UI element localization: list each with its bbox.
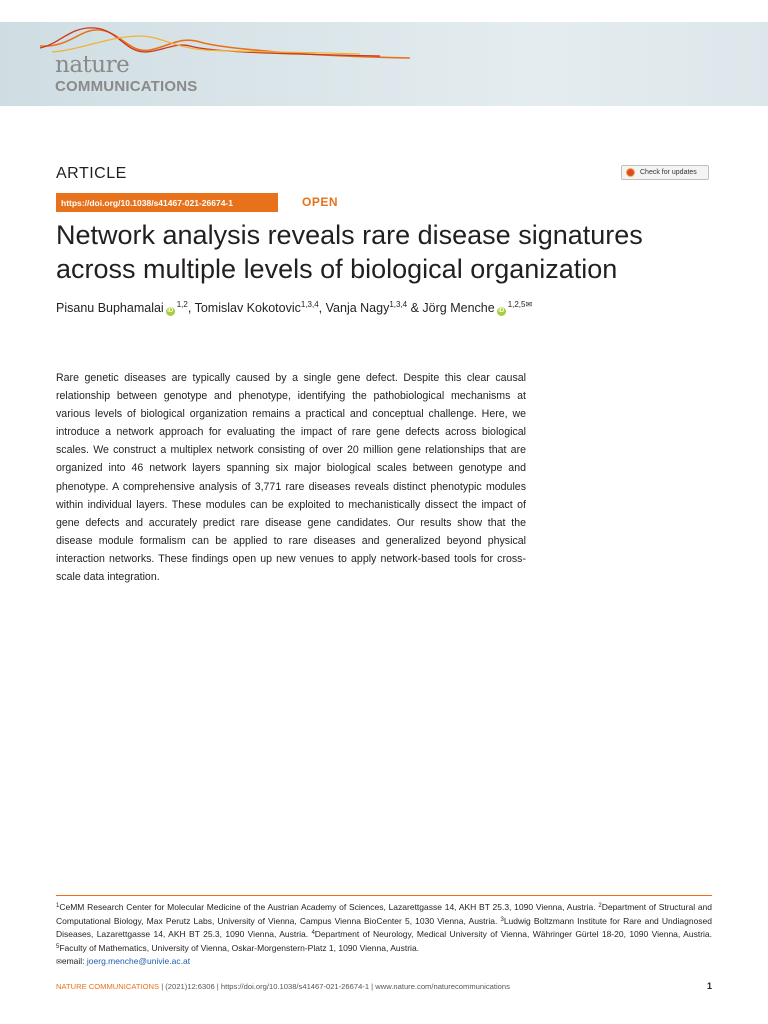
author-affiliation: 1,3,4 xyxy=(389,300,408,309)
page-footer xyxy=(56,982,712,991)
author-affiliation: 1,2,5 xyxy=(507,300,526,309)
footnote-number: 3 xyxy=(500,916,504,923)
check-updates-icon xyxy=(626,168,635,177)
author-separator: , xyxy=(318,301,326,315)
logo-nature: nature xyxy=(55,52,130,78)
logo-communications: COMMUNICATIONS xyxy=(55,78,198,95)
author-name[interactable]: Vanja Nagy xyxy=(325,301,390,315)
orcid-icon[interactable]: iD xyxy=(498,308,505,314)
author-list xyxy=(56,300,716,316)
footnote-divider xyxy=(56,895,712,896)
footnote-text: Faculty of Mathematics, University of Vienna, Oskar-Morgenstern-Platz 1, 1090 Vienna, Austria. xyxy=(59,943,420,954)
email-link[interactable]: joerg.menche@univie.ac.at xyxy=(86,955,191,966)
footnote-text: Department of Neurology, Medical University of Vienna, Währinger Gürtel 18-20, 1090 Vienna, Austria. xyxy=(314,929,712,940)
author-name[interactable]: Jörg Menche xyxy=(422,301,495,315)
footnote-text: Department of Structural and Computational Biology, Max Perutz Labs, University of Vienna, Campus Vienna BioCenter 5, 1030 Vienna, Austria. xyxy=(56,902,713,926)
abstract: Rare genetic diseases are typically caused by a single gene defect. Despite this clear causal relationship between genotype and phenotype, identifying the pathobiological mechanisms at various levels of biological organization remains a practical and conceptual challenge. Here, we introduce a network approach for evaluating the impact of rare gene defects across biological scales. We construct a multiplex network consisting of over 20 million gene relationships that are organized into 46 network layers spanning six major biological scales between genotype and phenotype. A comprehensive analysis of 3,771 rare diseases reveals distinct phenotypic modules within individual layers. These modules can be exploited to mechanistically dissect the impact of gene defects and accurately predict rare disease gene candidates. Our results show that the disease module formalism can be applied to rare diseases and generalized beyond physical interaction networks. These findings open up new venues to apply network-based tools for cross-scale data integration. xyxy=(56,372,526,584)
footnote-number: 5 xyxy=(56,944,60,951)
email-label: email: xyxy=(61,955,87,966)
author-name[interactable]: Pisanu Buphamalai xyxy=(56,301,164,315)
author-affiliation: 1,2 xyxy=(176,300,188,309)
mail-icon[interactable]: ✉ xyxy=(525,300,533,309)
doi-link[interactable]: https://doi.org/10.1038/s41467-021-26674-1 xyxy=(56,193,278,212)
check-for-updates-button[interactable] xyxy=(621,165,709,180)
affiliations-footnotes xyxy=(56,900,712,970)
author-separator: & xyxy=(407,301,423,315)
footnote-text: CeMM Research Center for Molecular Medicine of the Austrian Academy of Sciences, Lazarettgasse 14, AKH BT 25.3, 1090 Vienna, Austria. xyxy=(59,902,599,912)
open-access-label: OPEN xyxy=(302,195,339,209)
footnote-text: Ludwig Boltzmann Institute for Rare and Undiagnosed Diseases, Lazarettgasse 14, AKH BT 25.3, 1090 Vienna, Austria. xyxy=(56,915,712,940)
footnote-number: 2 xyxy=(598,903,602,909)
article-type-label: ARTICLE xyxy=(56,165,127,182)
page-number: 1 xyxy=(706,981,712,991)
orcid-icon[interactable]: iD xyxy=(167,308,174,314)
article-title: Network analysis reveals rare disease signatures across multiple levels of biological organization xyxy=(56,220,643,284)
author-separator: , xyxy=(187,301,195,315)
author-affiliation: 1,3,4 xyxy=(300,300,319,309)
author-name[interactable]: Tomislav Kokotovic xyxy=(194,301,301,315)
footer-citation: | (2021)12:6306 | https://doi.org/10.1038/s41467-021-26674-1 | www.nature.com/naturecommunications xyxy=(159,982,510,991)
footer-journal-name: NATURE COMMUNICATIONS xyxy=(56,982,160,991)
check-updates-label: Check for updates xyxy=(640,169,697,176)
footnote-number: 1 xyxy=(56,903,60,909)
mail-icon: ✉ xyxy=(56,958,62,966)
footnote-number: 4 xyxy=(311,930,315,937)
